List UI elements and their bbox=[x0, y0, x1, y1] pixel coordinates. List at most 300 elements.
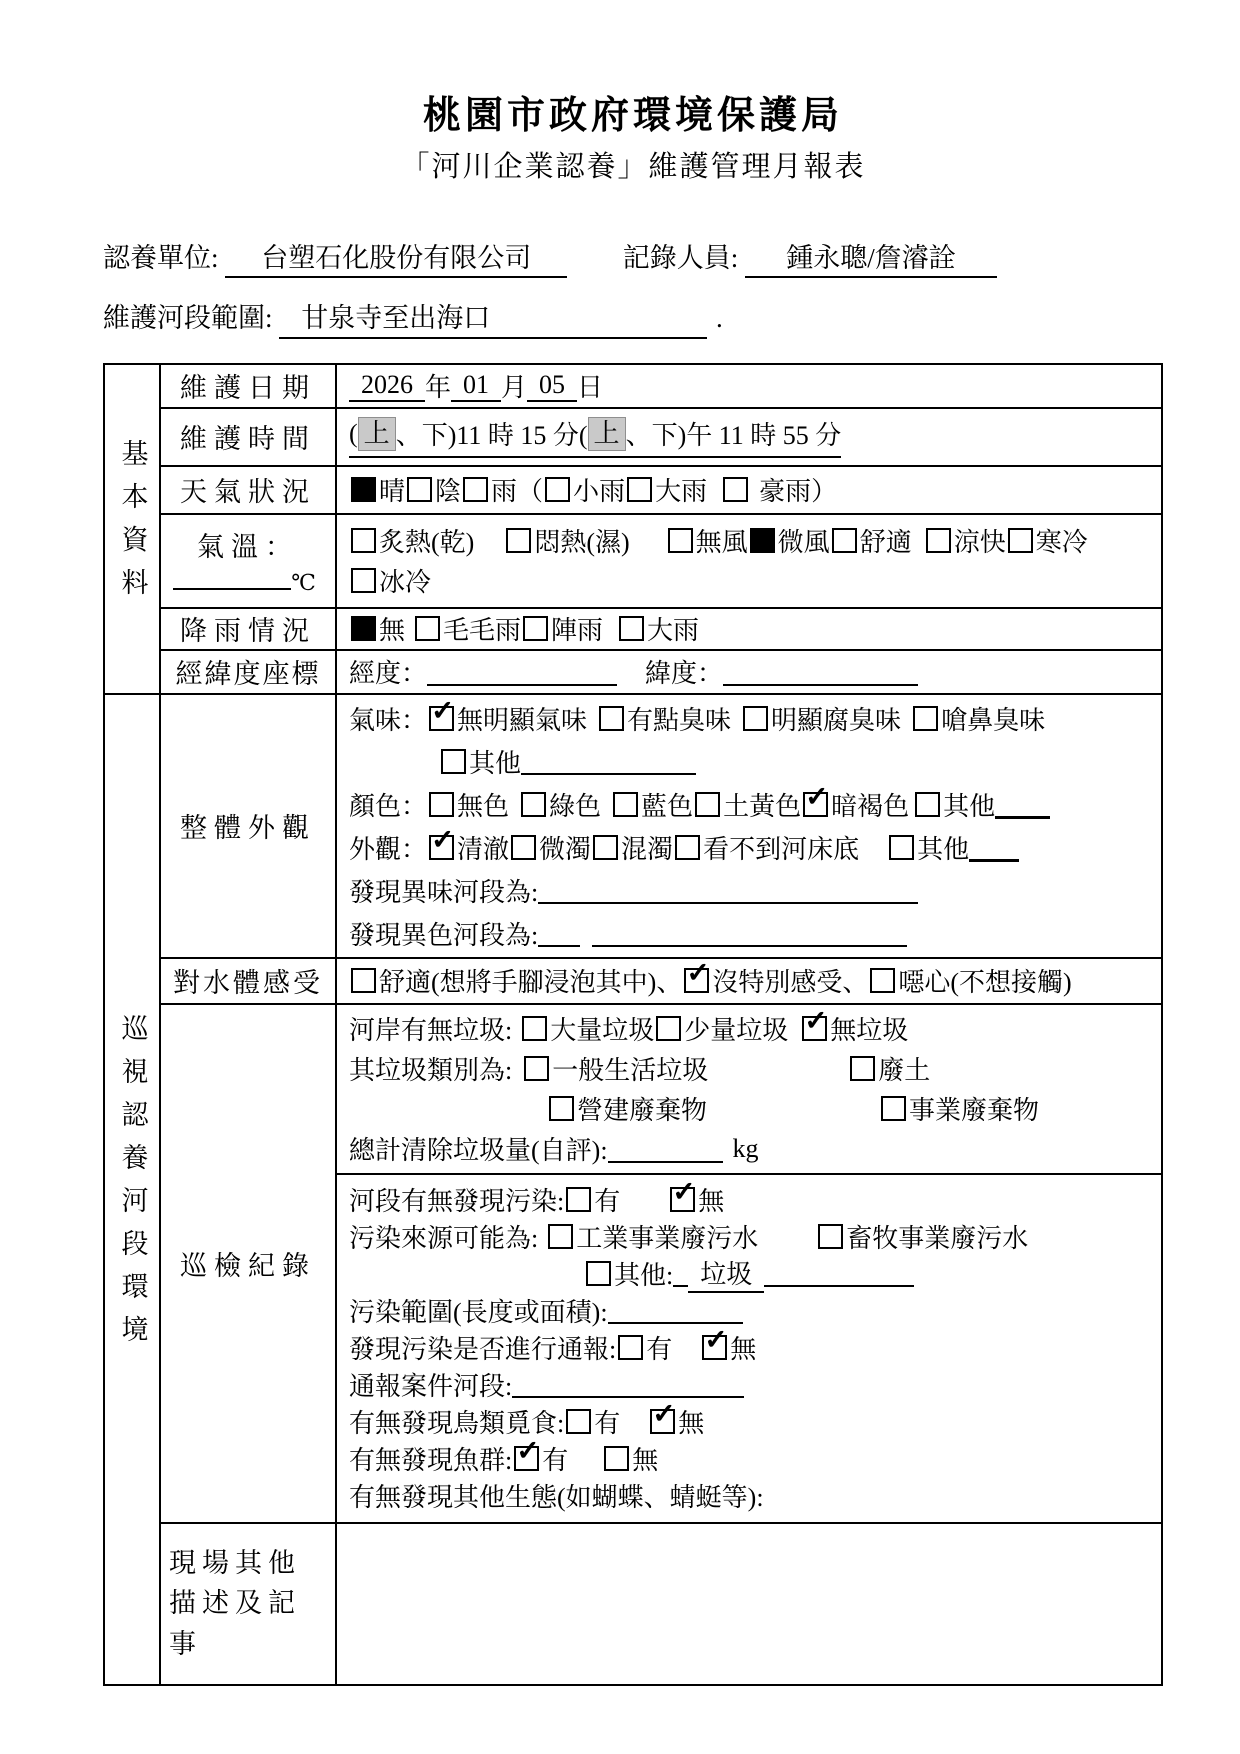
label-text: 有無發現其他生態(如蝴蝶、蜻蜓等): bbox=[349, 1482, 764, 1512]
empty-checkbox-icon[interactable] bbox=[523, 616, 548, 641]
filled-value: 2026 bbox=[349, 370, 425, 402]
range-period: . bbox=[716, 303, 723, 334]
header-line-range bbox=[103, 296, 1163, 338]
section-basic-label: 基本資料 bbox=[117, 439, 148, 612]
spacer bbox=[620, 1421, 648, 1422]
checkbox-option[interactable] bbox=[887, 829, 969, 866]
row-label-appearance: 整體外觀 bbox=[160, 694, 336, 958]
empty-checkbox-icon[interactable] bbox=[351, 568, 376, 593]
blank-underline[interactable] bbox=[608, 1135, 723, 1163]
spacer bbox=[512, 1068, 522, 1069]
checkbox-label: 炙熱(乾) bbox=[379, 528, 475, 558]
row-value-water-feel bbox=[336, 958, 1162, 1004]
spacer bbox=[758, 1236, 816, 1237]
row-label-weather: 天氣狀況 bbox=[160, 466, 336, 514]
row-value-date bbox=[336, 364, 1162, 408]
empty-checkbox-icon[interactable] bbox=[511, 835, 536, 860]
blank-underline[interactable] bbox=[592, 919, 907, 947]
checkbox-option[interactable] bbox=[405, 471, 461, 508]
checked-checkbox-icon[interactable] bbox=[702, 1335, 727, 1360]
spacer bbox=[859, 847, 887, 848]
row-value-coordinates bbox=[336, 650, 1162, 694]
checkbox-label: 悶熱(濕) bbox=[534, 528, 630, 558]
checkbox-option[interactable] bbox=[801, 786, 909, 823]
recorder-label: 記錄人員: bbox=[622, 243, 739, 274]
checked-checkbox-icon[interactable] bbox=[514, 1446, 539, 1471]
empty-checkbox-icon[interactable] bbox=[723, 477, 748, 502]
row-value-notes bbox=[336, 1523, 1162, 1685]
empty-checkbox-icon[interactable] bbox=[613, 792, 638, 817]
label-text: ( bbox=[349, 418, 358, 448]
checkbox-option[interactable] bbox=[648, 1403, 704, 1440]
checkbox-option[interactable] bbox=[879, 1090, 1039, 1127]
checkbox-option[interactable] bbox=[666, 522, 748, 559]
checkbox-option[interactable] bbox=[721, 477, 751, 502]
blank-underline[interactable] bbox=[969, 833, 1019, 862]
form-line bbox=[349, 961, 1161, 1001]
empty-checkbox-icon[interactable] bbox=[441, 749, 466, 774]
checkbox-option[interactable] bbox=[800, 1010, 908, 1047]
checkbox-label: 廢土 bbox=[878, 1056, 931, 1086]
checkbox-option[interactable] bbox=[461, 471, 517, 508]
report-table bbox=[103, 363, 1163, 1686]
empty-checkbox-icon[interactable] bbox=[604, 1446, 629, 1471]
form-line bbox=[349, 366, 1161, 406]
checkbox-label: 其他 bbox=[943, 791, 996, 821]
empty-checkbox-icon[interactable] bbox=[566, 1409, 591, 1434]
blank-underline[interactable] bbox=[538, 919, 580, 947]
empty-checkbox-icon[interactable] bbox=[695, 792, 720, 817]
empty-checkbox-icon[interactable] bbox=[619, 616, 644, 641]
filled-checkbox-icon[interactable] bbox=[351, 616, 376, 641]
table-row bbox=[104, 958, 1162, 1004]
blank-underline[interactable] bbox=[723, 658, 918, 686]
spacer bbox=[731, 718, 741, 719]
checkbox-label: 晴 bbox=[379, 477, 406, 507]
table-row bbox=[104, 514, 1162, 608]
label-text: 發現異味河段為: bbox=[349, 877, 539, 907]
label-text: 月 bbox=[501, 373, 528, 403]
checkbox-option[interactable] bbox=[673, 829, 859, 866]
spacer bbox=[672, 1347, 700, 1348]
blank-underline[interactable] bbox=[673, 1259, 688, 1287]
spacer bbox=[630, 540, 666, 541]
label-text: 、下)午 11 時 55 分 bbox=[625, 421, 842, 451]
checkbox-label: 舒適 bbox=[859, 528, 912, 558]
label-text: 、下)11 時 15 分( bbox=[395, 421, 588, 451]
empty-checkbox-icon[interactable] bbox=[407, 477, 432, 502]
form-line bbox=[349, 561, 1161, 601]
checkbox-label: 無 bbox=[698, 1186, 725, 1216]
empty-checkbox-icon[interactable] bbox=[506, 528, 531, 553]
checkbox-option[interactable] bbox=[830, 522, 912, 559]
checkbox-label: 微風 bbox=[777, 528, 830, 558]
empty-checkbox-icon[interactable] bbox=[870, 968, 895, 993]
empty-checkbox-icon[interactable] bbox=[832, 528, 857, 553]
checkbox-label: 無 bbox=[379, 616, 406, 646]
page-subtitle: 「河川企業認養」維護管理月報表 bbox=[400, 150, 866, 183]
checkbox-option[interactable] bbox=[617, 610, 699, 647]
checkbox-label: 少量垃圾 bbox=[684, 1016, 789, 1046]
checkbox-label: 混濁 bbox=[621, 834, 674, 864]
empty-checkbox-icon[interactable] bbox=[915, 792, 940, 817]
checkbox-option[interactable] bbox=[748, 522, 830, 559]
checkbox-option[interactable] bbox=[924, 522, 1006, 559]
checkbox-label: 沒特別感受 bbox=[712, 968, 843, 998]
checkbox-label: 無 bbox=[632, 1445, 659, 1475]
empty-checkbox-icon[interactable] bbox=[545, 477, 570, 502]
checkbox-option[interactable] bbox=[1006, 522, 1088, 559]
empty-checkbox-icon[interactable] bbox=[1008, 528, 1033, 553]
spacer bbox=[538, 1236, 546, 1237]
row-label-rain: 降雨情況 bbox=[160, 608, 336, 650]
table-row bbox=[104, 466, 1162, 514]
checked-checkbox-icon[interactable] bbox=[429, 706, 454, 731]
table-row bbox=[104, 650, 1162, 694]
filled-value: 垃圾 bbox=[688, 1254, 764, 1293]
checkbox-label: 涼快 bbox=[953, 528, 1006, 558]
table-row bbox=[104, 694, 1162, 958]
label-text: 、 bbox=[656, 968, 683, 998]
label-text: 發現污染是否進行通報: bbox=[349, 1334, 617, 1364]
blank-underline[interactable] bbox=[764, 1259, 914, 1287]
highlighted-option[interactable]: 上 bbox=[588, 417, 626, 451]
empty-checkbox-icon[interactable] bbox=[522, 1016, 547, 1041]
form-line bbox=[349, 1440, 1161, 1477]
checkbox-label: 無 bbox=[730, 1334, 757, 1364]
blank-underline[interactable] bbox=[512, 1370, 744, 1398]
recorder-value: 鍾永聰/詹濬詮 bbox=[745, 241, 997, 278]
row-label-date: 維護日期 bbox=[160, 364, 336, 408]
checkbox-option[interactable] bbox=[546, 1218, 758, 1255]
spacer bbox=[601, 804, 611, 805]
empty-checkbox-icon[interactable] bbox=[429, 792, 454, 817]
section-patrol-label: 巡視認養河段環境 bbox=[117, 1013, 148, 1358]
checkbox-label: 無色 bbox=[457, 791, 510, 821]
checkbox-label: 藍色 bbox=[641, 791, 694, 821]
river-range-label: 維護河段範圍: bbox=[103, 303, 273, 334]
temperature-unit: ℃ bbox=[291, 569, 323, 595]
checkbox-label: 清澈 bbox=[457, 834, 510, 864]
spacer bbox=[509, 804, 519, 805]
form-line bbox=[349, 912, 1161, 955]
page-title: 桃園市政府環境保護局 bbox=[422, 95, 843, 137]
checkbox-option[interactable] bbox=[868, 962, 1071, 999]
highlighted-option[interactable]: 上 bbox=[358, 417, 396, 451]
checkbox-label: 其他: bbox=[614, 1260, 674, 1290]
label-text: 發現異色河段為: bbox=[349, 920, 539, 950]
row-value-patrol-record bbox=[336, 1004, 1162, 1523]
checkbox-option[interactable] bbox=[504, 522, 629, 559]
empty-checkbox-icon[interactable] bbox=[889, 835, 914, 860]
checkbox-option[interactable] bbox=[522, 1050, 708, 1087]
spacer bbox=[405, 628, 413, 629]
spacer bbox=[707, 489, 721, 490]
table-row bbox=[104, 408, 1162, 466]
label-text: 有無發現魚群: bbox=[349, 1445, 513, 1475]
spacer bbox=[708, 1068, 848, 1069]
header-line-unit bbox=[103, 236, 1163, 278]
checkbox-option[interactable] bbox=[597, 700, 731, 737]
spacer bbox=[580, 933, 592, 934]
form-line bbox=[349, 1255, 1161, 1292]
checkbox-label: 土黃色 bbox=[723, 791, 802, 821]
row-value-temperature bbox=[336, 514, 1162, 608]
checkbox-option[interactable] bbox=[349, 610, 405, 647]
checkbox-option[interactable] bbox=[349, 562, 431, 599]
empty-checkbox-icon[interactable] bbox=[818, 1224, 843, 1249]
checkbox-label: 寒冷 bbox=[1035, 528, 1088, 558]
checkbox-label: 大雨 bbox=[655, 477, 708, 507]
empty-checkbox-icon[interactable] bbox=[627, 477, 652, 502]
checkbox-option[interactable] bbox=[427, 700, 587, 737]
empty-checkbox-icon[interactable] bbox=[586, 1261, 611, 1286]
empty-checkbox-icon[interactable] bbox=[463, 477, 488, 502]
label-text: 污染範圍(長度或面積): bbox=[349, 1297, 608, 1327]
label-text: 、 bbox=[842, 968, 869, 998]
checked-checkbox-icon[interactable] bbox=[650, 1409, 675, 1434]
empty-checkbox-icon[interactable] bbox=[743, 706, 768, 731]
checkbox-option[interactable] bbox=[520, 1010, 654, 1047]
checkbox-label: 冰冷 bbox=[379, 568, 432, 598]
checkbox-option[interactable] bbox=[693, 786, 801, 823]
temperature-blank[interactable] bbox=[173, 564, 291, 590]
checked-checkbox-icon[interactable] bbox=[802, 1016, 827, 1041]
label-text: 氣味： bbox=[349, 705, 428, 735]
label-text: 外觀： bbox=[349, 834, 428, 864]
empty-checkbox-icon[interactable] bbox=[668, 528, 693, 553]
blank-underline[interactable] bbox=[427, 658, 617, 686]
checkbox-option[interactable] bbox=[427, 829, 509, 866]
form-line bbox=[349, 521, 1161, 561]
form-line bbox=[349, 869, 1161, 912]
row-value-rain bbox=[336, 608, 1162, 650]
empty-checkbox-icon[interactable] bbox=[881, 1096, 906, 1121]
checked-checkbox-icon[interactable] bbox=[684, 968, 709, 993]
form-line bbox=[349, 470, 1161, 510]
blank-underline[interactable] bbox=[608, 1296, 743, 1324]
checkbox-label: 看不到河床底 bbox=[703, 834, 860, 864]
form-line bbox=[349, 1049, 1161, 1089]
checkbox-label: 無 bbox=[678, 1408, 705, 1438]
spacer bbox=[603, 628, 617, 629]
form-line bbox=[349, 1366, 1161, 1403]
checkbox-label: 有 bbox=[646, 1334, 673, 1364]
empty-checkbox-icon[interactable] bbox=[549, 1096, 574, 1121]
checkbox-label: 有點臭味 bbox=[627, 705, 732, 735]
empty-checkbox-icon[interactable] bbox=[351, 528, 376, 553]
checkbox-label: 微濁 bbox=[539, 834, 592, 864]
checkbox-option[interactable] bbox=[668, 1181, 724, 1218]
empty-checkbox-icon[interactable] bbox=[593, 835, 618, 860]
checkbox-label: 明顯腐臭味 bbox=[771, 705, 902, 735]
checkbox-option[interactable] bbox=[625, 471, 707, 508]
form-line bbox=[349, 1218, 1161, 1255]
checkbox-label: 嗆鼻臭味 bbox=[941, 705, 1046, 735]
label-text: 緯度： bbox=[645, 659, 724, 689]
empty-checkbox-icon[interactable] bbox=[850, 1056, 875, 1081]
checkbox-option[interactable] bbox=[741, 700, 901, 737]
checkbox-label: 陰 bbox=[435, 477, 462, 507]
patrol-record-garbage-group bbox=[337, 1005, 1161, 1173]
checked-checkbox-icon[interactable] bbox=[429, 835, 454, 860]
form-line bbox=[349, 826, 1161, 869]
checkbox-option[interactable] bbox=[591, 829, 673, 866]
form-line bbox=[349, 1181, 1161, 1218]
form-line bbox=[349, 609, 1161, 649]
empty-checkbox-icon[interactable] bbox=[675, 835, 700, 860]
empty-checkbox-icon[interactable] bbox=[548, 1224, 573, 1249]
empty-checkbox-icon[interactable] bbox=[524, 1056, 549, 1081]
form-line bbox=[349, 1477, 1161, 1514]
row-label-water-feel: 對水體感受 bbox=[160, 958, 336, 1004]
underlined-entry bbox=[349, 415, 841, 458]
row-label-patrol-record: 巡檢紀錄 bbox=[160, 1004, 336, 1523]
checkbox-label: 其他 bbox=[917, 834, 970, 864]
checkbox-option[interactable] bbox=[519, 786, 601, 823]
checkbox-option[interactable] bbox=[521, 610, 603, 647]
checkbox-option[interactable] bbox=[911, 700, 1045, 737]
checkbox-label: 雨 bbox=[491, 477, 518, 507]
checkbox-option[interactable] bbox=[816, 1218, 1028, 1255]
spacer bbox=[568, 1458, 602, 1459]
report-content bbox=[103, 0, 1163, 1686]
checkbox-option[interactable] bbox=[547, 1090, 707, 1127]
empty-checkbox-icon[interactable] bbox=[521, 792, 546, 817]
spacer bbox=[751, 489, 759, 490]
label-text: 豪雨） bbox=[759, 477, 838, 507]
checkbox-label: 無風 bbox=[695, 528, 748, 558]
table-row bbox=[104, 608, 1162, 650]
checkbox-label: 大雨 bbox=[647, 616, 700, 646]
label-text: 污染來源可能為: bbox=[349, 1223, 539, 1253]
label-text: 經度： bbox=[349, 659, 428, 689]
checkbox-option[interactable] bbox=[564, 1181, 620, 1218]
checkbox-option[interactable] bbox=[349, 962, 656, 999]
empty-checkbox-icon[interactable] bbox=[415, 616, 440, 641]
checkbox-option[interactable] bbox=[682, 962, 842, 999]
row-value-time bbox=[336, 408, 1162, 466]
checkbox-option[interactable] bbox=[564, 1403, 620, 1440]
checkbox-label: 毛毛雨 bbox=[443, 616, 522, 646]
blank-underline[interactable] bbox=[995, 790, 1050, 819]
checkbox-option[interactable] bbox=[611, 786, 693, 823]
checkbox-option[interactable] bbox=[584, 1255, 673, 1292]
section-patrol bbox=[104, 694, 160, 1685]
checkbox-label: 舒適(想將手腳浸泡其中) bbox=[379, 968, 657, 998]
checkbox-option[interactable] bbox=[654, 1010, 788, 1047]
checkbox-option[interactable] bbox=[602, 1440, 658, 1477]
spacer bbox=[901, 718, 911, 719]
form-line bbox=[349, 783, 1161, 826]
section-basic-info bbox=[104, 364, 160, 694]
label-text: 年 bbox=[425, 373, 452, 403]
table-row bbox=[104, 1004, 1162, 1523]
blank-underline[interactable] bbox=[521, 747, 696, 775]
form-line bbox=[349, 1089, 1161, 1129]
label-text: 總計清除垃圾量(自評): bbox=[349, 1136, 608, 1166]
checkbox-label: 無垃圾 bbox=[830, 1016, 909, 1046]
checkbox-option[interactable] bbox=[413, 610, 521, 647]
checkbox-label: 工業事業廢污水 bbox=[576, 1223, 759, 1253]
spacer bbox=[620, 1199, 668, 1200]
empty-checkbox-icon[interactable] bbox=[351, 968, 376, 993]
checkbox-label: 綠色 bbox=[549, 791, 602, 821]
empty-checkbox-icon[interactable] bbox=[913, 706, 938, 731]
checkbox-option[interactable] bbox=[512, 1440, 568, 1477]
checked-checkbox-icon[interactable] bbox=[803, 792, 828, 817]
form-line bbox=[349, 1329, 1161, 1366]
form-line bbox=[349, 697, 1161, 740]
checkbox-label: 噁心(不想接觸) bbox=[898, 968, 1072, 998]
spacer bbox=[587, 718, 597, 719]
label-text: 通報案件河段: bbox=[349, 1371, 513, 1401]
label-text: kg bbox=[732, 1133, 759, 1163]
empty-checkbox-icon[interactable] bbox=[566, 1187, 591, 1212]
empty-checkbox-icon[interactable] bbox=[926, 528, 951, 553]
empty-checkbox-icon[interactable] bbox=[618, 1335, 643, 1360]
empty-checkbox-icon[interactable] bbox=[656, 1016, 681, 1041]
form-line bbox=[349, 1009, 1161, 1049]
spacer bbox=[474, 540, 504, 541]
filled-value: 01 bbox=[451, 370, 501, 402]
table-row bbox=[104, 364, 1162, 408]
checkbox-option[interactable] bbox=[427, 786, 509, 823]
row-label-temperature bbox=[160, 514, 336, 608]
form-line bbox=[349, 740, 1161, 783]
row-value-appearance bbox=[336, 694, 1162, 958]
form-line bbox=[349, 1292, 1161, 1329]
checkbox-option[interactable] bbox=[700, 1329, 756, 1366]
checkbox-option[interactable] bbox=[616, 1329, 672, 1366]
checkbox-label: 有 bbox=[594, 1186, 621, 1216]
river-range-value: 甘泉寺至出海口 bbox=[279, 301, 707, 338]
empty-checkbox-icon[interactable] bbox=[599, 706, 624, 731]
checkbox-label: 事業廢棄物 bbox=[909, 1096, 1040, 1126]
filled-checkbox-icon[interactable] bbox=[351, 477, 376, 502]
spacer bbox=[512, 1028, 520, 1029]
checkbox-label: 有 bbox=[542, 1445, 569, 1475]
row-label-notes: 現場其他描述及記事 bbox=[160, 1523, 336, 1685]
checkbox-label: 一般生活垃圾 bbox=[552, 1056, 709, 1086]
checkbox-option[interactable] bbox=[349, 522, 474, 559]
checkbox-label: 其他 bbox=[469, 748, 522, 778]
checkbox-label: 畜牧事業廢污水 bbox=[846, 1223, 1029, 1253]
checkbox-option[interactable] bbox=[543, 471, 625, 508]
checkbox-label: 大量垃圾 bbox=[550, 1016, 655, 1046]
checkbox-option[interactable] bbox=[848, 1050, 930, 1087]
form-line bbox=[349, 1403, 1161, 1440]
spacer bbox=[707, 1108, 879, 1109]
filled-value: 05 bbox=[527, 370, 577, 402]
temperature-label: 氣溫： bbox=[197, 531, 299, 562]
checkbox-option[interactable] bbox=[439, 743, 521, 780]
label-text: 河段有無發現污染: bbox=[349, 1186, 565, 1216]
checkbox-label: 陣雨 bbox=[551, 616, 604, 646]
checkbox-option[interactable] bbox=[913, 786, 995, 823]
filled-checkbox-icon[interactable] bbox=[750, 528, 775, 553]
row-label-time: 維護時間 bbox=[160, 408, 336, 466]
form-line bbox=[349, 1129, 1161, 1169]
checkbox-option[interactable] bbox=[509, 829, 591, 866]
checked-checkbox-icon[interactable] bbox=[670, 1187, 695, 1212]
adopt-unit-label: 認養單位: bbox=[103, 243, 219, 274]
checkbox-option[interactable] bbox=[349, 471, 405, 508]
spacer bbox=[617, 671, 645, 672]
blank-underline[interactable] bbox=[538, 876, 918, 904]
adopt-unit-value: 台塑石化股份有限公司 bbox=[225, 241, 567, 278]
checkbox-label: 有 bbox=[594, 1408, 621, 1438]
